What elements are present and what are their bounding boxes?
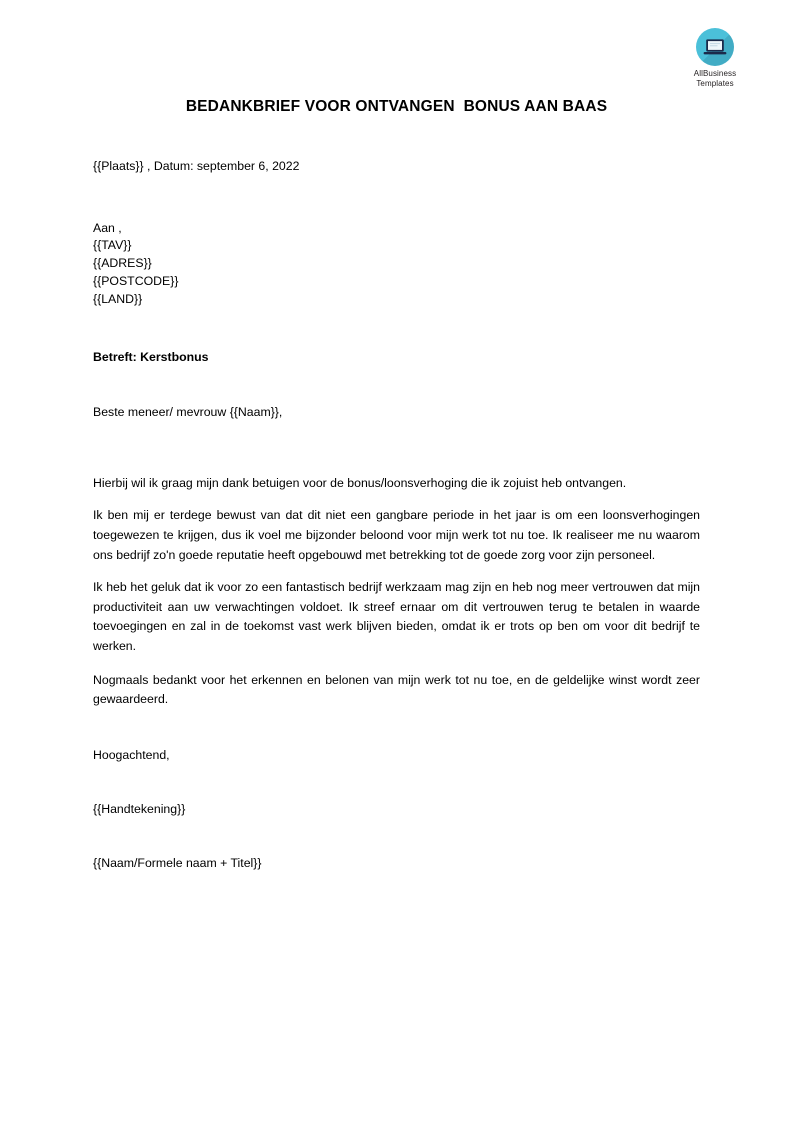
name-title-placeholder: {{Naam/Formele naam + Titel}} [93, 855, 262, 870]
closing-line: Hoogachtend, [93, 747, 170, 762]
logo-text [684, 69, 746, 89]
body-paragraph: Nogmaals bedankt voor het erkennen en belonen van mijn werk tot nu toe, en de geldelijke winst wordt zeer gewaardeerd. [93, 672, 700, 707]
body-paragraph: Ik ben mij er terdege bewust van dat dit niet een gangbare periode in het jaar is om een loonsverhogingen toegewezen te krijgen, dus ik voel me bijzonder beloond voor mijn werk tot nu toe. Ik realiseer me nu waarom ons bedrijf zo'n goede reputatie heeft opgebouwd met betrekking tot de goede zorg voor zijn personeel. [93, 508, 700, 562]
signature-placeholder: {{Handtekening}} [93, 802, 186, 817]
logo-text-line2: Templates [696, 79, 734, 88]
address-line: {{TAV}} [93, 238, 132, 253]
address-line: Aan , [93, 220, 122, 235]
logo-text-line1: AllBusiness [693, 69, 737, 78]
brand-logo [684, 28, 746, 89]
letter-body [93, 158, 700, 872]
laptop-icon [703, 38, 727, 56]
address-line: {{LAND}} [93, 291, 143, 306]
address-line: {{ADRES}} [93, 256, 152, 271]
body-paragraph: Ik heb het geluk dat ik voor zo een fantastisch bedrijf werkzaam mag zijn en heb nog meer vertrouwen dat mijn productiviteit aan uw verwachtingen voldoet. Ik streef ernaar om dit vertrouwen terug te betalen in waarde toevoegingen en zal in de toekomst vast werk blijven bieden, omdat ik er trots op ben om voor dit bedrijf te werken. [93, 580, 700, 653]
subject-line: Betreft: Kerstbonus [93, 349, 209, 364]
address-block [93, 220, 700, 309]
page-title: BEDANKBRIEF VOOR ONTVANGEN BONUS AAN BAAS [185, 98, 608, 115]
logo-circle [696, 28, 734, 66]
salutation: Beste meneer/ mevrouw {{Naam}}, [93, 405, 283, 420]
date-line: {{Plaats}} , Datum: september 6, 2022 [93, 159, 300, 173]
address-line: {{POSTCODE}} [93, 273, 179, 288]
body-paragraph: Hierbij wil ik graag mijn dank betuigen voor de bonus/loonsverhoging die ik zojuist heb ontvangen. [93, 475, 627, 490]
